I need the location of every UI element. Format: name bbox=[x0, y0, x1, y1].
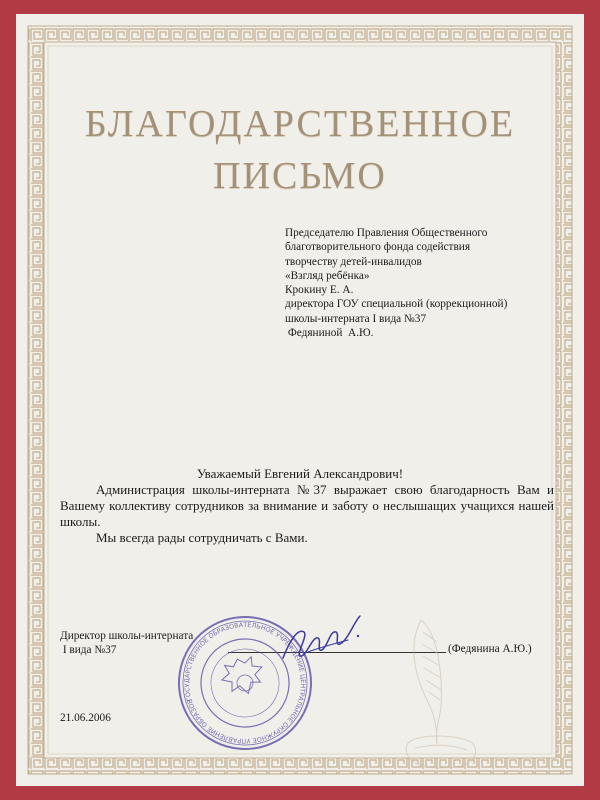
addressee-line: школы-интерната I вида №37 bbox=[285, 312, 427, 325]
signatory-title-line2: I вида №37 bbox=[60, 644, 117, 656]
quill-inkwell-icon bbox=[391, 612, 501, 772]
handwritten-signature-icon bbox=[278, 610, 368, 670]
signatory-name: (Федянина А.Ю.) bbox=[448, 643, 532, 655]
addressee-line: «Взгляд ребёнка» bbox=[285, 269, 370, 282]
addressee-line: Федяниной А.Ю. bbox=[285, 327, 374, 340]
addressee-line: Председателю Правления Общественного bbox=[285, 227, 488, 239]
body-paragraph: Мы всегда рады сотрудничать с Вами. bbox=[96, 530, 308, 545]
addressee-line: благотворительного фонда содействия bbox=[285, 241, 471, 254]
addressee-line: директора ГОУ специальной (коррекционной) bbox=[285, 298, 508, 311]
letter-content bbox=[16, 14, 584, 786]
letter-title-line1: БЛАГОДАРСТВЕННОЕ bbox=[84, 103, 516, 145]
letter-body bbox=[60, 482, 554, 546]
signatory-title bbox=[60, 629, 193, 657]
addressee-line: творчеству детей-инвалидов bbox=[285, 255, 422, 268]
signatory-title-line1: Директор школы-интерната bbox=[60, 630, 194, 642]
letter-date: 21.06.2006 bbox=[60, 712, 111, 724]
body-paragraph: Администрация школы-интерната №37 выражает свою благодарность Вам и Вашему коллективу сотрудников за внимание и заботу о неслышащих учащихся нашей школы. bbox=[60, 482, 554, 529]
letter-title-line2: ПИСЬМО bbox=[213, 155, 387, 197]
addressee-line: Крокину Е. А. bbox=[285, 284, 354, 297]
addressee-block bbox=[285, 226, 565, 340]
greeting: Уважаемый Евгений Александрович! bbox=[196, 466, 404, 481]
stamp-text: ГОСУДАРСТВЕННОЕ ОБРАЗОВАТЕЛЬНОЕ УЧРЕЖДЕНИЕ ЦЕНТРАЛЬНОЕ ОКРУЖНОЕ УПРАВЛЕНИЕ ОБРАЗОВАНИЯ bbox=[182, 620, 308, 746]
